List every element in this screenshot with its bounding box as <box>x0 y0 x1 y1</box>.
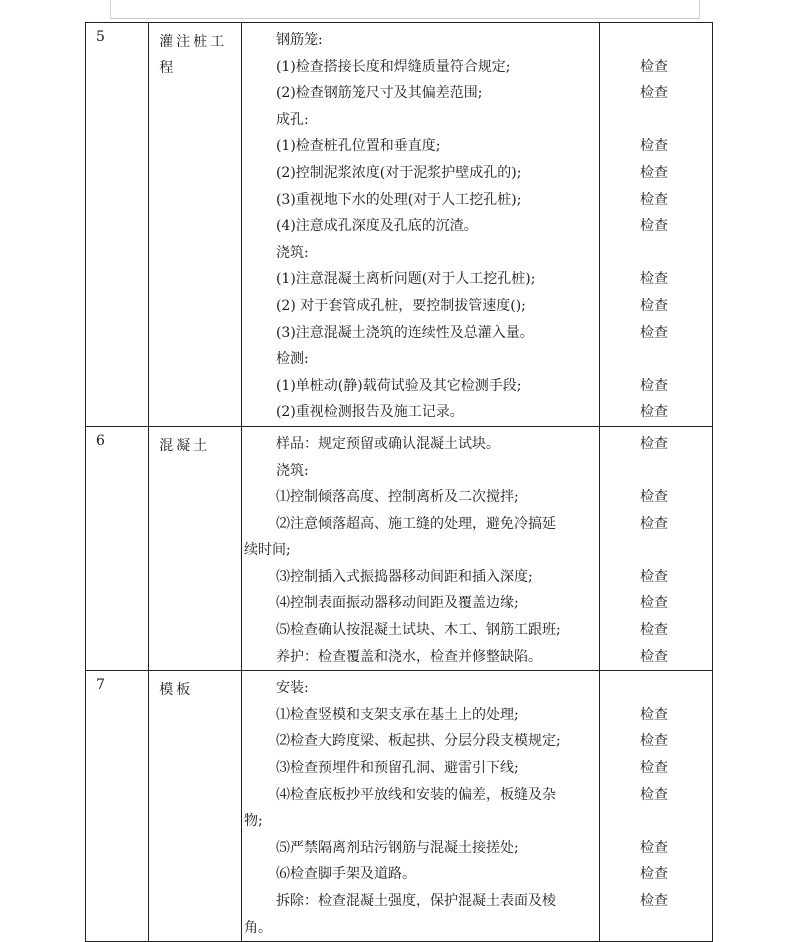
content-line: (1)检查桩孔位置和垂直度; <box>275 138 441 155</box>
check-label: 检查 <box>640 218 668 235</box>
content-line: 安装: <box>275 680 309 697</box>
check-label <box>600 458 712 485</box>
check-label: 检查 <box>640 58 668 75</box>
check-label: 检查 <box>640 271 668 288</box>
row-number: 5 <box>86 23 149 427</box>
content-line: 钢筋笼: <box>275 32 323 48</box>
content-line: ⑸严禁隔离剂玷污钢筋与混凝土接搓处; <box>275 839 519 856</box>
previous-page-edge <box>110 0 700 19</box>
check-label: 检查 <box>640 760 668 777</box>
content-line: 物; <box>243 813 263 830</box>
content-line: (1)单桩动(静)载荷试验及其它检测手段; <box>275 377 522 394</box>
content-line: 检测: <box>275 351 309 368</box>
check-label: 检查 <box>640 515 668 532</box>
control-content <box>241 671 599 942</box>
check-label <box>600 346 712 373</box>
check-label <box>600 537 712 564</box>
content-line: ⑹检查脚手架及道路。 <box>275 866 416 883</box>
check-label: 检查 <box>640 85 668 102</box>
content-line: (3)重视地下水的处理(对于人工挖孔桩); <box>275 191 522 208</box>
check-method <box>599 671 712 942</box>
content-line: (2)重视检测报告及施工记录。 <box>275 404 464 421</box>
check-label: 检查 <box>640 786 668 803</box>
check-label: 检查 <box>640 622 668 639</box>
content-line: 养护：检查覆盖和浇水，检查并修整缺陷。 <box>275 648 542 665</box>
check-label: 检查 <box>640 733 668 750</box>
content-line: 续时间; <box>243 542 291 559</box>
project-name: 模板 <box>149 671 242 942</box>
check-label: 检查 <box>640 191 668 208</box>
check-label <box>600 675 712 702</box>
check-label: 检查 <box>640 297 668 314</box>
check-label: 检查 <box>640 706 668 723</box>
row-number: 7 <box>86 671 149 942</box>
inspection-table <box>85 22 713 942</box>
project-name: 混凝土 <box>149 426 242 670</box>
content-line: ⑵检查大跨度梁、板起拱、分层分段支模规定; <box>275 733 561 750</box>
check-label <box>600 915 712 942</box>
content-line: ⑶检查预埋件和预留孔洞、避雷引下线; <box>275 760 519 777</box>
content-line: (3)注意混凝土浇筑的连续性及总灌入量。 <box>275 324 534 341</box>
content-line: 角。 <box>243 919 272 936</box>
content-line: 样品：规定预留或确认混凝土试块。 <box>275 435 500 452</box>
content-line: ⑵注意倾落超高、施工缝的处理，避免冷搞延 <box>275 515 556 532</box>
table-row <box>86 671 713 942</box>
check-label: 检查 <box>640 164 668 181</box>
content-line: 浇筑: <box>275 244 309 261</box>
content-line: (2)控制泥浆浓度(对于泥浆护壁成孔的); <box>275 164 522 181</box>
content-line: 浇筑: <box>275 462 309 479</box>
table-row <box>86 426 713 670</box>
content-line: ⑷控制表面振动器移动间距及覆盖边缘; <box>275 595 519 612</box>
content-line: (1)检查搭接长度和焊缝质量符合规定; <box>275 58 511 75</box>
project-name: 灌注桩工程 <box>149 23 242 427</box>
table-row <box>86 23 713 427</box>
check-label <box>600 107 712 134</box>
content-line: ⑶控制插入式振捣器移动间距和插入深度; <box>275 568 533 585</box>
check-label: 检查 <box>640 595 668 612</box>
control-content <box>241 23 599 427</box>
check-label: 检查 <box>640 377 668 394</box>
check-label <box>600 808 712 835</box>
content-line: (1)注意混凝土离析问题(对于人工挖孔桩); <box>275 271 536 288</box>
content-line: ⑷检查底板抄平放线和安装的偏差，板缝及杂 <box>275 786 556 803</box>
content-line: (4)注意成孔深度及孔底的沉渣。 <box>275 218 478 235</box>
check-label: 检查 <box>640 893 668 909</box>
check-label: 检查 <box>640 648 668 665</box>
check-label: 检查 <box>640 404 668 421</box>
check-method <box>599 23 712 427</box>
content-line: ⑸检查确认按混凝土试块、木工、钢筋工跟班; <box>275 622 561 639</box>
check-method <box>599 426 712 670</box>
check-label: 检查 <box>640 435 668 452</box>
row-number: 6 <box>86 426 149 670</box>
check-label: 检查 <box>640 324 668 341</box>
content-line: 成孔: <box>275 111 309 128</box>
content-line: 拆除：检查混凝土强度，保护混凝土表面及棱 <box>275 893 556 909</box>
check-label <box>600 240 712 267</box>
check-label: 检查 <box>640 138 668 155</box>
check-label: 检查 <box>640 866 668 883</box>
check-label <box>600 27 712 54</box>
check-label: 检查 <box>640 489 668 506</box>
control-content <box>241 426 599 670</box>
content-line: (2)检查钢筋笼尺寸及其偏差范围; <box>275 85 483 102</box>
content-line: ⑴控制倾落高度、控制离析及二次搅拌; <box>275 489 519 506</box>
content-line: (2) 对于套管成孔桩，要控制拔管速度(); <box>275 297 526 314</box>
check-label: 检查 <box>640 568 668 585</box>
check-label: 检查 <box>640 839 668 856</box>
content-line: ⑴检查竖模和支架支承在基土上的处理; <box>275 706 519 723</box>
